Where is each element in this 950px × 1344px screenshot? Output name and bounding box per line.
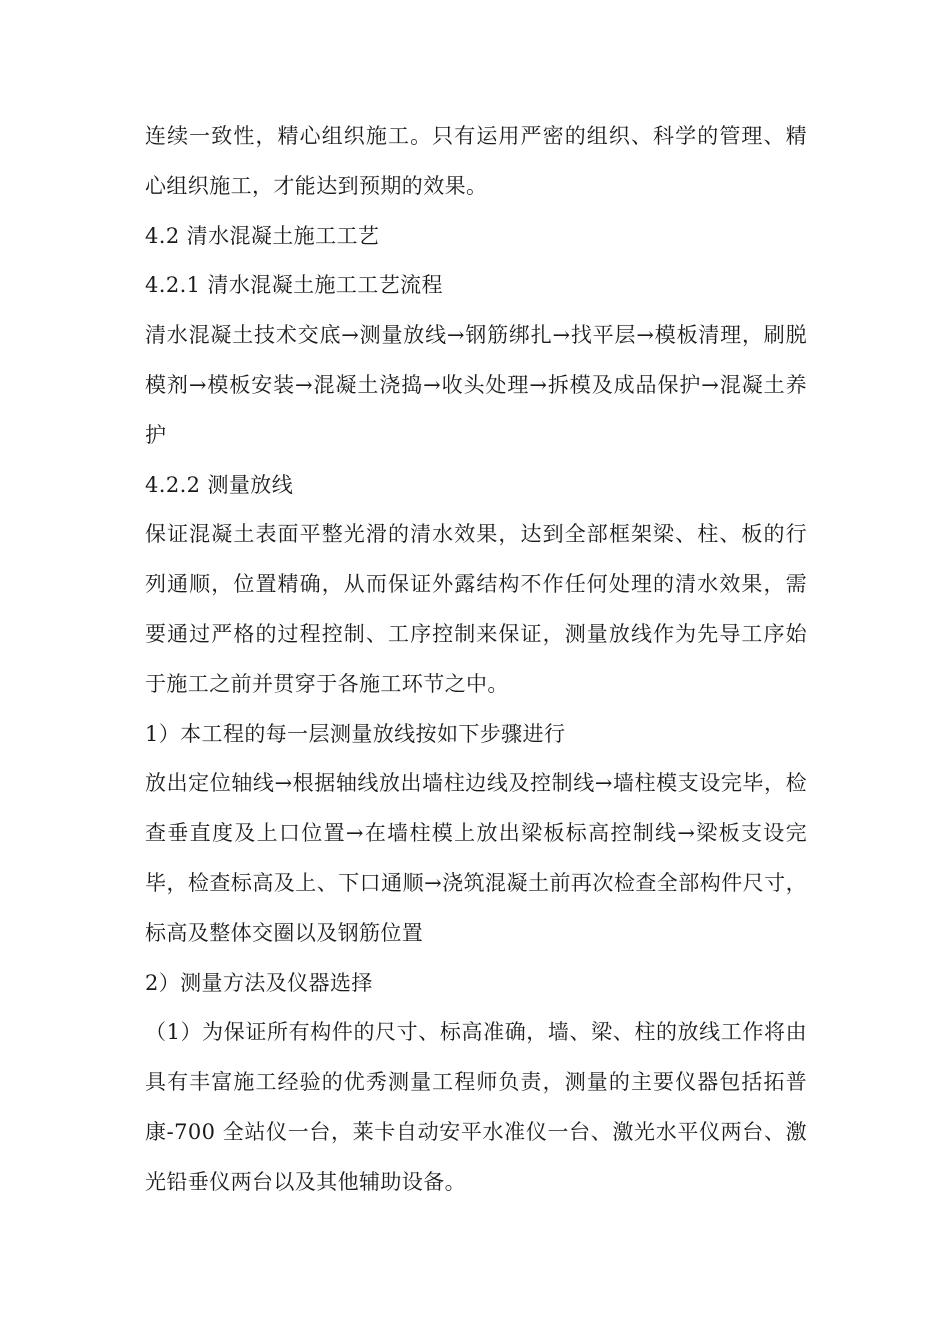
paragraph-survey-steps: 放出定位轴线→根据轴线放出墙柱边线及控制线→墙柱模支设完毕，检查垂直度及上口位置→在墙柱模上放出梁板标高控制线→梁板支设完毕，检查标高及上、下口通顺→浇筑混凝土前再次检查全部构件尺寸，标高及整体交圈以及钢筋位置 bbox=[145, 771, 807, 945]
item-heading-1: 1）本工程的每一层测量放线按如下步骤进行 bbox=[145, 721, 566, 746]
document-body bbox=[145, 112, 807, 1208]
paragraph-survey-intro: 保证混凝土表面平整光滑的清水效果，达到全部框架梁、柱、板的行列通顺，位置精确，从而保证外露结构不作任何处理的清水效果，需要通过严格的过程控制、工序控制来保证，测量放线作为先导工序始于施工之前并贯穿于各施工环节之中。 bbox=[145, 522, 807, 696]
section-heading-4-2: 4.2 清水混凝土施工工艺 bbox=[145, 223, 380, 248]
section-heading-4-2-2: 4.2.2 测量放线 bbox=[145, 472, 294, 497]
paragraph-instruments: （1）为保证所有构件的尺寸、标高准确，墙、梁、柱的放线工作将由具有丰富施工经验的优秀测量工程师负责，测量的主要仪器包括拓普康-700 全站仪一台，莱卡自动安平水准仪一台、激光水平仪两台、激光铅垂仪两台以及其他辅助设备。 bbox=[145, 1020, 807, 1194]
paragraph-body: 连续一致性，精心组织施工。只有运用严密的组织、科学的管理、精心组织施工，才能达到预期的效果。 bbox=[145, 124, 807, 198]
section-heading-4-2-1: 4.2.1 清水混凝土施工工艺流程 bbox=[145, 273, 443, 298]
item-heading-2: 2）测量方法及仪器选择 bbox=[145, 970, 373, 995]
paragraph-process-flow: 清水混凝土技术交底→测量放线→钢筋绑扎→找平层→模板清理，刷脱模剂→模板安装→混凝土浇捣→收头处理→拆模及成品保护→混凝土养护 bbox=[145, 323, 807, 447]
